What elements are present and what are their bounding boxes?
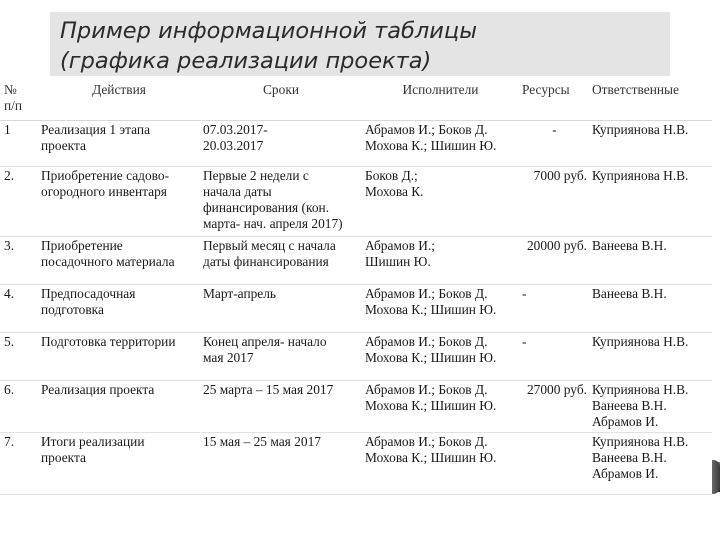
cell-number: 3. (4, 237, 15, 253)
cell-resources: - (552, 121, 557, 137)
schedule-table (0, 76, 712, 495)
table-row (0, 166, 712, 236)
header-executors: Исполнители (402, 82, 479, 97)
cell-dates: 15 мая – 25 мая 2017 (203, 433, 321, 449)
cell-responsible: Куприянова Н.В. Ванеева В.Н. Абрамов И. (592, 433, 689, 481)
slide-title-box (50, 12, 670, 80)
slide-title (60, 16, 660, 76)
header-dates: Сроки (263, 82, 299, 97)
cell-number: 7. (4, 433, 15, 449)
cell-action: Реализация 1 этапа проекта (41, 121, 151, 153)
cell-dates: 25 марта – 15 мая 2017 (203, 381, 334, 397)
schedule-table-container (0, 76, 712, 516)
table-row (0, 236, 712, 284)
cell-number: 5. (4, 333, 15, 349)
cell-dates: 07.03.2017- 20.03.2017 (203, 121, 268, 153)
cell-responsible: Ванеева В.Н. (592, 237, 667, 253)
cell-responsible: Ванеева В.Н. (592, 285, 667, 301)
title-line-2: (графика реализации проекта) (60, 48, 432, 74)
cell-resources: 7000 руб. (533, 167, 587, 183)
cell-executors: Абрамов И.; Боков Д. Мохова К.; Шишин Ю. (365, 121, 497, 153)
header-row (0, 76, 712, 120)
title-line-1: Пример информационной таблицы (60, 18, 477, 44)
cell-number: 1 (4, 121, 11, 137)
header-resources: Ресурсы (522, 82, 570, 97)
cell-action: Подготовка территории (41, 333, 176, 349)
cell-resources (519, 432, 589, 494)
cell-resources: - (522, 333, 527, 349)
cell-action: Приобретение садово- огородного инвентаря (41, 167, 170, 199)
cell-number: 6. (4, 381, 15, 397)
cell-resources: 20000 руб. (526, 237, 587, 253)
cell-executors: Абрамов И.; Шишин Ю. (365, 237, 436, 269)
cell-responsible: Куприянова Н.В. (592, 121, 689, 137)
cell-action: Предпосадочная подготовка (41, 285, 136, 317)
header-responsible: Ответственные (592, 82, 679, 97)
cell-executors: Боков Д.; Мохова К. (365, 167, 424, 199)
cell-responsible: Куприянова Н.В. (592, 333, 689, 349)
cell-dates: Первые 2 недели с начала даты финансирования (кон. марта- нач. апреля 2017) (203, 167, 343, 231)
table-row (0, 284, 712, 332)
table-row (0, 380, 712, 432)
cell-dates: Конец апреля- начало мая 2017 (203, 333, 327, 365)
cell-executors: Абрамов И.; Боков Д. Мохова К.; Шишин Ю. (365, 381, 497, 413)
cell-resources: - (522, 285, 527, 301)
header-number: № п/п (4, 82, 23, 113)
table-row (0, 432, 712, 494)
header-actions: Действия (92, 82, 146, 97)
cell-executors: Абрамов И.; Боков Д. Мохова К.; Шишин Ю. (365, 433, 497, 465)
cell-executors: Абрамов И.; Боков Д. Мохова К.; Шишин Ю. (365, 333, 497, 365)
cell-action: Приобретение посадочного материала (41, 237, 175, 269)
cell-dates: Первый месяц с начала даты финансирования (203, 237, 336, 269)
cell-dates: Март-апрель (203, 285, 277, 301)
table-row (0, 332, 712, 380)
cell-number: 2. (4, 167, 15, 183)
cell-action: Итоги реализации проекта (41, 433, 145, 465)
cell-action: Реализация проекта (41, 381, 155, 397)
table-row (0, 120, 712, 166)
cell-resources: 27000 руб. (526, 381, 587, 397)
cell-number: 4. (4, 285, 15, 301)
cell-responsible: Куприянова Н.В. (592, 167, 689, 183)
cell-executors: Абрамов И.; Боков Д. Мохова К.; Шишин Ю. (365, 285, 497, 317)
cell-responsible: Куприянова Н.В. Ванеева В.Н. Абрамов И. (592, 381, 689, 429)
